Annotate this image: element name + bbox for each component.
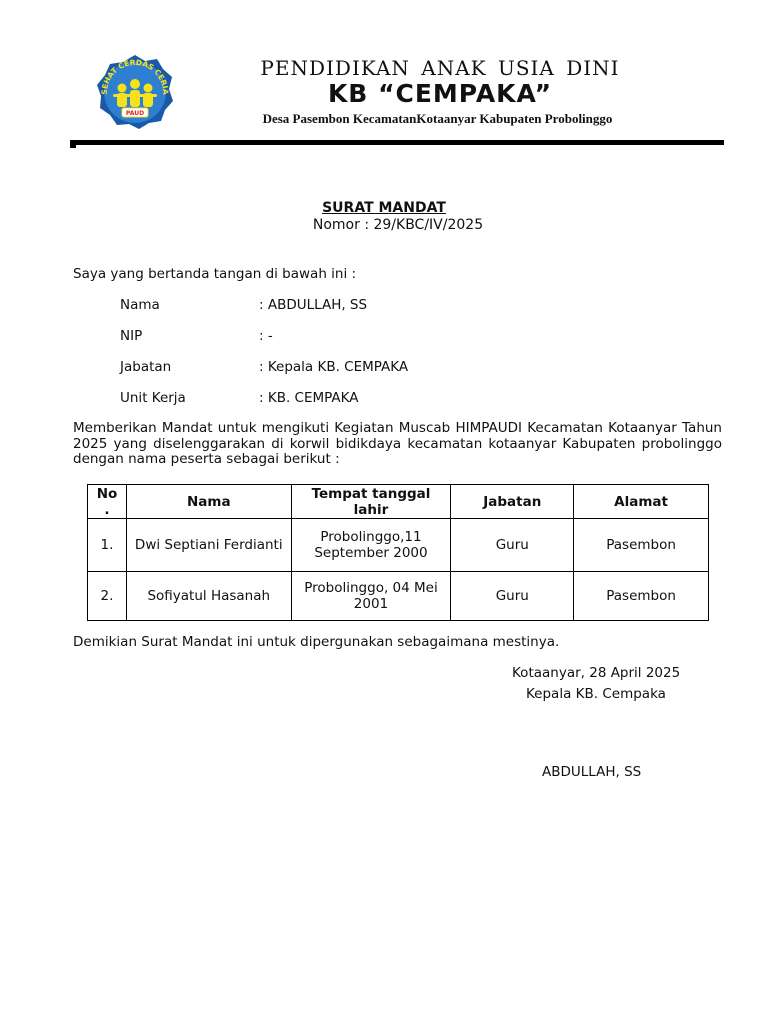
header-cell-jabatan: Jabatan: [451, 485, 574, 519]
field-value-unit-kerja: : KB. CEMPAKA: [259, 390, 359, 406]
header-cell-alamat: Alamat: [574, 485, 709, 519]
field-value-jabatan: : Kepala KB. CEMPAKA: [259, 359, 409, 375]
table-cell: Probolinggo, 04 Mei 2001: [291, 572, 451, 621]
body-paragraph: Memberikan Mandat untuk mengikuti Kegiatan Muscab HIMPAUDI Kecamatan Kotaanyar Tahun 2025 yang diselenggarakan di korwil bidikdaya kecamatan kotaanyar Kabupaten probolinggo dengan nama peserta sebagai berikut :: [73, 420, 722, 467]
table-cell: Guru: [451, 519, 574, 572]
letter-title: SURAT MANDAT: [322, 200, 446, 216]
table-cell: Dwi Septiani Ferdianti: [126, 519, 291, 572]
table-cell: Sofiyatul Hasanah: [126, 572, 291, 621]
table-row: [88, 572, 709, 621]
intro-text: Saya yang bertanda tangan di bawah ini :: [73, 266, 357, 282]
divider-mark: [70, 145, 76, 148]
table-cell: 1.: [88, 519, 127, 572]
place-date: Kotaanyar, 28 April 2025: [512, 665, 681, 681]
table-cell: Pasembon: [574, 572, 709, 621]
table-row: [88, 519, 709, 572]
header-cell-ttl: Tempat tanggal lahir: [291, 485, 451, 519]
letter-number: Nomor : 29/KBC/IV/2025: [312, 217, 484, 233]
header-cell-nama: Nama: [126, 485, 291, 519]
field-label-nama: Nama: [120, 297, 160, 313]
closing-text: Demikian Surat Mandat ini untuk dipergunakan sebagaimana mestinya.: [73, 634, 560, 650]
table-cell: Guru: [451, 572, 574, 621]
field-value-nama: : ABDULLAH, SS: [259, 297, 368, 313]
signer-title: Kepala KB. Cempaka: [526, 686, 666, 702]
header-divider: [70, 140, 724, 145]
table-cell: 2.: [88, 572, 127, 621]
org-name-heading: KB “CEMPAKA”: [327, 79, 553, 108]
field-value-nip: : -: [259, 328, 273, 344]
org-type-heading: PENDIDIKAN ANAK USIA DINI: [260, 56, 620, 80]
svg-text:PAUD: PAUD: [125, 110, 145, 117]
header-cell-no: No .: [88, 485, 127, 519]
svg-text:SEHAT CERDAS CERIA: SEHAT CERDAS CERIA: [99, 57, 171, 95]
table-cell: Probolinggo,11 September 2000: [291, 519, 451, 572]
table-cell: Pasembon: [574, 519, 709, 572]
table-header-row: [88, 485, 709, 519]
signer-name: ABDULLAH, SS: [542, 764, 642, 780]
field-label-unit-kerja: Unit Kerja: [120, 390, 186, 406]
field-label-jabatan: Jabatan: [120, 359, 172, 375]
paud-logo: [95, 53, 175, 129]
participants-table: [87, 484, 709, 621]
field-label-nip: NIP: [120, 328, 143, 344]
org-address: Desa Pasembon KecamatanKotaanyar Kabupaten Probolinggo: [262, 111, 613, 126]
